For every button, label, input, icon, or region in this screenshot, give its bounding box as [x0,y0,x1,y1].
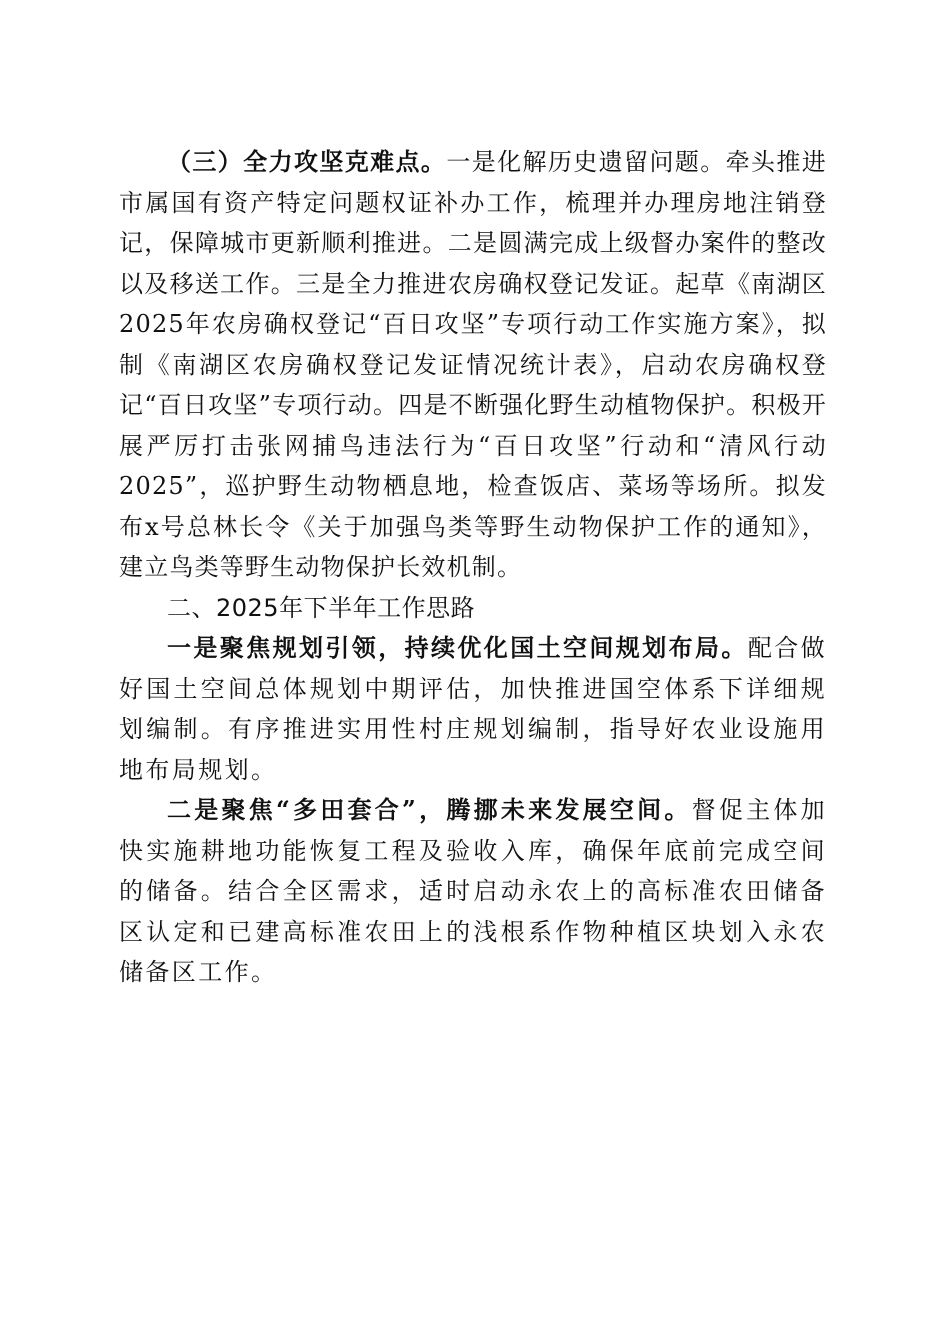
document-page [119,142,827,993]
section-3-body: 一是化解历史遗留问题。牵头推进市属国有资产特定问题权证补办工作，梳理并办理房地注销登记，保障城市更新顺利推进。二是圆满完成上级督办案件的整改以及移送工作。三是全力推进农房确权登记发证。起草《南湖区2025年农房确权登记“百日攻坚”专项行动工作实施方案》，拟制《南湖区农房确权登记发证情况统计表》，启动农房确权登记“百日攻坚”专项行动。四是不断强化野生动植物保护。积极开展严厉打击张网捕鸟违法行为“百日攻坚”行动和“清风行动2025”，巡护野生动物栖息地，检查饭店、菜场等场所。拟发布x号总林长令《关于加强鸟类等野生动物保护工作的通知》，建立鸟类等野生动物保护长效机制。 [119,148,827,581]
section-3-paragraph [119,142,827,588]
section-3-lead: （三）全力攻坚克难点。 [167,147,447,176]
item-2-body: 督促主体加快实施耕地功能恢复工程及验收入库，确保年底前完成空间的储备。结合全区需求，适时启动永农上的高标准农田储备区认定和已建高标准农田上的浅根系作物种植区块划入永农储备区工作。 [119,796,828,986]
item-2-paragraph [119,790,827,993]
item-1-paragraph [119,628,827,790]
item-2-lead: 二是聚焦“多田套合”，腾挪未来发展空间。 [167,795,692,824]
item-1-body: 配合做好国土空间总体规划中期评估，加快推进国空体系下详细规划编制。有序推进实用性村庄规划编制，指导好农业设施用地布局规划。 [119,634,828,784]
section-2-heading: 二、2025年下半年工作思路 [167,593,476,622]
item-1-lead: 一是聚焦规划引领，持续优化国土空间规划布局。 [167,633,748,662]
